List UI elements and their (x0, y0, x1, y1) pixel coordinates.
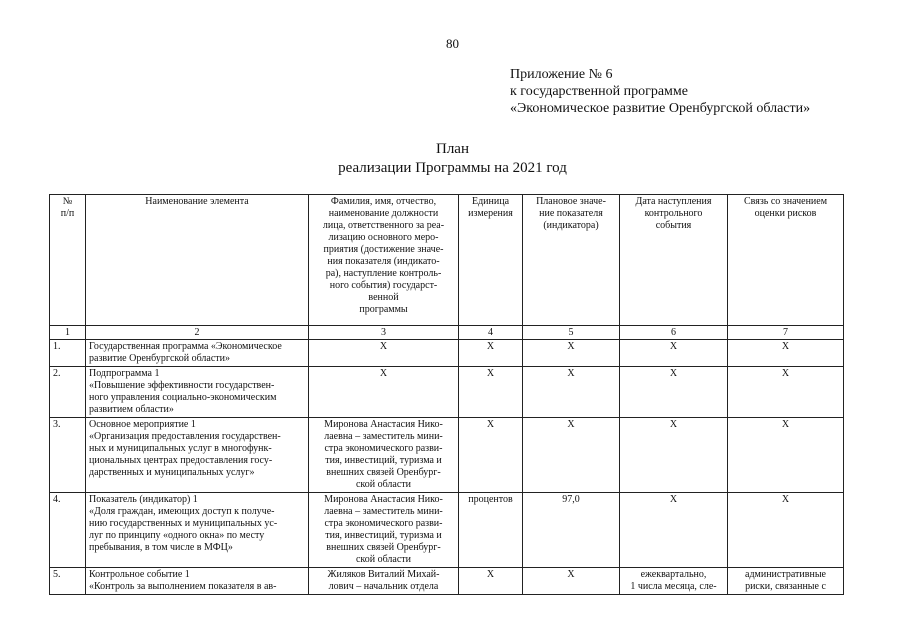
row-unit: Х (459, 340, 523, 367)
row-risk-link: Х (728, 340, 844, 367)
header-responsible: Фамилия, имя, отчество, наименование должности лица, ответственного за реа- лизацию основного меро- приятия (достижение значе- ния показателя (индикато- ра), наступление контроль- ного события) государст- венной программы (309, 195, 459, 326)
row-risk-link: административные риски, связанные с (728, 568, 844, 595)
column-number: 3 (309, 326, 459, 340)
column-number: 7 (728, 326, 844, 340)
row-responsible: Миронова Анастасия Нико- лаевна – заместитель мини- стра экономического разви- тия, инвестиций, туризма и внешних связей Оренбург- ской области (309, 418, 459, 493)
row-unit: Х (459, 568, 523, 595)
header-risk-link: Связь со значением оценки рисков (728, 195, 844, 326)
header-row (50, 195, 844, 326)
row-event-date: ежеквартально, 1 числа месяца, сле- (620, 568, 728, 595)
row-event-date: Х (620, 493, 728, 568)
header-unit: Единица измерения (459, 195, 523, 326)
table-row (50, 418, 844, 493)
row-number: 3. (50, 418, 86, 493)
row-risk-link: Х (728, 367, 844, 418)
appendix-header (510, 66, 810, 117)
row-responsible: Х (309, 340, 459, 367)
appendix-line-2: к государственной программе (510, 84, 688, 99)
table-row (50, 340, 844, 367)
column-number: 6 (620, 326, 728, 340)
row-element-name: Показатель (индикатор) 1 «Доля граждан, имеющих доступ к получе- нию государственных и муниципальных ус- луг по принципу «одного окна» по месту пребывания, в том числе в МФЦ» (86, 493, 309, 568)
row-element-name: Государственная программа «Экономическое развитие Оренбургской области» (86, 340, 309, 367)
row-responsible: Жиляков Виталий Михай- лович – начальник отдела (309, 568, 459, 595)
row-planned-value: Х (523, 340, 620, 367)
row-event-date: Х (620, 367, 728, 418)
row-number: 2. (50, 367, 86, 418)
column-number-row (50, 326, 844, 340)
column-number: 5 (523, 326, 620, 340)
header-num: № п/п (50, 195, 86, 326)
appendix-line-3: «Экономическое развитие Оренбургской области» (510, 101, 811, 116)
row-number: 5. (50, 568, 86, 595)
row-responsible: Х (309, 367, 459, 418)
row-responsible: Миронова Анастасия Нико- лаевна – заместитель мини- стра экономического разви- тия, инвестиций, туризма и внешних связей Оренбург- ской области (309, 493, 459, 568)
plan-title-line-1: План (435, 141, 469, 157)
row-planned-value: Х (523, 418, 620, 493)
column-number: 4 (459, 326, 523, 340)
row-unit: Х (459, 418, 523, 493)
column-number: 1 (50, 326, 86, 340)
table-row (50, 367, 844, 418)
header-element-name: Наименование элемента (86, 195, 309, 326)
row-unit: процентов (459, 493, 523, 568)
row-element-name: Контрольное событие 1 «Контроль за выполнением показателя в ав- (86, 568, 309, 595)
appendix-line-1: Приложение № 6 (510, 67, 613, 82)
column-number: 2 (86, 326, 309, 340)
header-event-date: Дата наступления контрольного события (620, 195, 728, 326)
row-element-name: Основное мероприятие 1 «Организация предоставления государствен- ных и муниципальных услуг в многофунк- циональных центрах предоставления госу- дарственных и муниципальных услуг» (86, 418, 309, 493)
table-row (50, 493, 844, 568)
row-planned-value: 97,0 (523, 493, 620, 568)
header-planned-value: Плановое значе- ние показателя (индикатора) (523, 195, 620, 326)
row-event-date: Х (620, 418, 728, 493)
row-number: 4. (50, 493, 86, 568)
row-event-date: Х (620, 340, 728, 367)
plan-table (49, 194, 844, 595)
row-element-name: Подпрограмма 1 «Повышение эффективности государствен- ного управления социально-экономическим развитием области» (86, 367, 309, 418)
row-unit: Х (459, 367, 523, 418)
plan-title (0, 140, 905, 178)
row-number: 1. (50, 340, 86, 367)
row-planned-value: Х (523, 367, 620, 418)
row-risk-link: Х (728, 493, 844, 568)
page-number: 80 (446, 36, 459, 51)
row-risk-link: Х (728, 418, 844, 493)
plan-title-line-2: реализации Программы на 2021 год (338, 160, 567, 176)
row-planned-value: Х (523, 568, 620, 595)
table-row (50, 568, 844, 595)
